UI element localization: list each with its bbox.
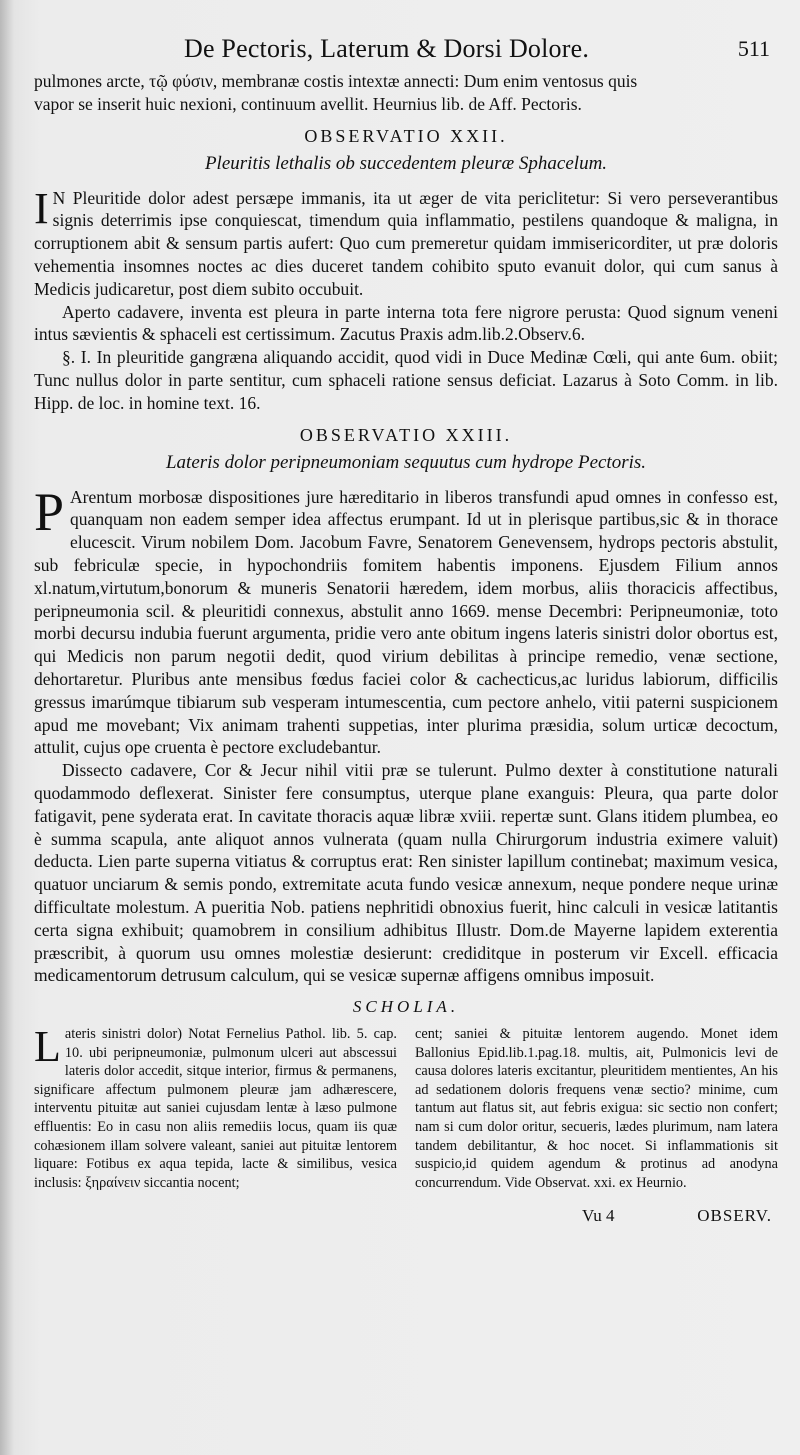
intro-line: vapor se inserit huic nexioni, continuum avellit. Heurnius lib. de Aff. Pectoris. (34, 93, 582, 114)
intro-text (34, 70, 778, 116)
signature-mark: Vu 4 (582, 1206, 615, 1226)
scholia-heading: SCHOLIA. (352, 997, 460, 1017)
page-number: 511 (737, 36, 770, 61)
observation-23-title: Lateris dolor peripneumoniam sequutus cum hydrope Pectoris. (165, 451, 647, 473)
catchword: OBSERV. (697, 1206, 772, 1226)
scholia-columns (34, 1022, 778, 1192)
observation-23-heading: OBSERVATIO XXIII. (299, 424, 513, 445)
intro-line: pulmones arcte, τῷ φύσιν, membranæ costis intextæ annecti: Dum enim ventosus quis (34, 71, 638, 91)
paragraph (34, 183, 778, 301)
column-text: ateris sinistri dolor) Notat Fernelius Pathol. lib. 5. cap. 10. ubi peripneumoniæ, pulmonum ulceri aut abscessui lateris dolor accedit, sitque interior, firmus & permanens, significare affectum pulmonem pleuræ jam adhærescere, interventu pituitæ aut saniei cujusdam lentæ à læso pulmone effluentis: Eo in casu non aliis remediis locus, quam iis quæ cohæsionem illam solvere valeant, saniei aut pituitæ lentorem liquare: Fotibus ex aqua tepida, lacte & similibus, vesica inclusis: ξηραίνειν siccantia nocent; (34, 1026, 397, 1191)
drop-cap: L (34, 1022, 61, 1072)
observation-22-heading: OBSERVATIO XXII. (304, 125, 508, 146)
paragraph: §. I. In pleuritide gangræna aliquando accidit, quod vidi in Duce Medinæ Cœli, qui ante 6um. obiit; Tunc nullus dolor in parte sentitur, cum sphaceli ratione sensus deficiat. Lazarus à Soto Comm. in lib. Hipp. de loc. in homine text. 16. (34, 347, 778, 413)
paragraph: Dissecto cadavere, Cor & Jecur nihil vitii præ se tulerunt. Pulmo dexter à constitutione naturali quodammodo deflexerat. Sinister fere consumptus, uterque plane exanguis: Pleura, qua parte dolor fatigavit, pene syderata erat. In cavitate thoracis aquæ libræ xviii. repertæ sunt. Glans itidem plumbea, eo è summa scapula, ante aliquot annos vulnerata (quam nulla Chirurgorum industria eximere valuit) deducta. Lien parte superna vitiatus & corruptus erat: Ren sinister lapillum continebat; maximum vesica, quatuor unciarum & semis pondo, extremitate acuta fundo vesicæ annexum, neque pondere neque urinæ difficultate molestum. A pueritia Nob. patiens nephritidi obnoxius fuerit, hinc calculi in vesicæ latitantis certa signa exhibuit; quamobrem in consilium adhibitus Illustr. Dom.de Mayerne lapidem exterentia præscribit, à quorum usu omnes molestiæ desierunt: crediditque in posterum vir Excell. efficacia medicamentorum detrusum calculum, qui se vesicæ supernæ affigens omnibus imposuit. (34, 760, 778, 986)
drop-cap: I (34, 183, 49, 233)
scholia-column-right: cent; saniei & pituitæ lentorem augendo. Monet idem Ballonius Epid.lib.1.pag.18. multis, ait, Pulmonicis levi de causa dolores lateris excitantur, pleuritidem mentientes, An his ad sedationem doloris frequens venæ sectio? minime, cum tantum aut flatus sit, aut febris exigua: sic sectio non confert; nam si cum dolor oritur, secueris, lædes plurimum, nam latera tandem debilitantur, & hoc nocet. Si inflammationis sit suspicio,id quidem agendum & protinus ad anodyna concurrendum. Vide Observat. xxi. ex Heurnio. (415, 1026, 778, 1191)
scholia-column-left (34, 1022, 397, 1192)
observation-23-body (34, 481, 778, 988)
drop-cap: P (34, 481, 65, 542)
observation-22-body (34, 183, 778, 415)
observation-22-title: Pleuritis lethalis ob succedentem pleuræ Sphacelum. (204, 152, 608, 174)
running-head: De Pectoris, Laterum & Dorsi Dolore. (184, 34, 590, 63)
paragraph-text: Arentum morbosæ dispositiones jure hæreditario in liberos transfundi apud omnes in confesso est, quanquam non eadem semper idea affectus erumpant. Id ut in plerisque partibus,sic & in thorace elucescit. Virum nobilem Dom. Jacobum Favre, Senatorem Genevensem, hydrops pectoris abstulit, sub febriculæ specie, in hypochondriis fomitem habentis imponens. Ejusdem Filium annos xl.natum,virtutum,bonorum & muneris Senatorii hæredem, idem morbus, aliis thoracicis affectibus, peripneumonia scil. & pleuritidi connexus, abstulit anno 1669. mense Decembri: Peripneumoniæ, toto morbi decursu indubia fuerunt argumenta, pridie vero ante obitum ingens lateris sinistri dolor obortus est, qui Medicis non parum negotii dedit, quod virium debilitas à principe remedio, venæ sectione, dehortaretur. Pluribus ante mensibus fœdus faciei color & cachecticus,ac luridus labiorum, difficilis gressus imarúmque tibiarum sub vesperam intumescentia, cum pectore anhelo, vitii paterni suspicionem apud me movebant; Vix animam trahenti suppetias, inter plurima præsidia, solum urticæ decoctum, attulit, cujus ope cruenta è pectore excludebantur. (34, 486, 778, 758)
paragraph-text: N Pleuritide dolor adest persæpe immanis, ita ut æger de vita periclitetur: Si vero perseverantibus signis deterrimis ipse conquiescat, timendum quia inflammatio, pestilens quandoque & maligna, in corruptionem abit & sensum partis aufert: Quo cum premeretur quidam immisericorditer, ut præ doloris vehementia insomnes noctes ac dies duceret tandem cohibito sputo evanuit dolor, qui cum sanus à Medicis judicaretur, post diem subito occubuit. (34, 187, 778, 299)
paragraph: Aperto cadavere, inventa est pleura in parte interna tota fere nigrore perusta: Quod signum veneni intus sævientis & sphaceli est certissimum. Zacutus Praxis adm.lib.2.Observ.6. (34, 301, 778, 345)
page-header (34, 30, 778, 70)
page-footer (34, 1206, 778, 1236)
paragraph (34, 481, 778, 760)
